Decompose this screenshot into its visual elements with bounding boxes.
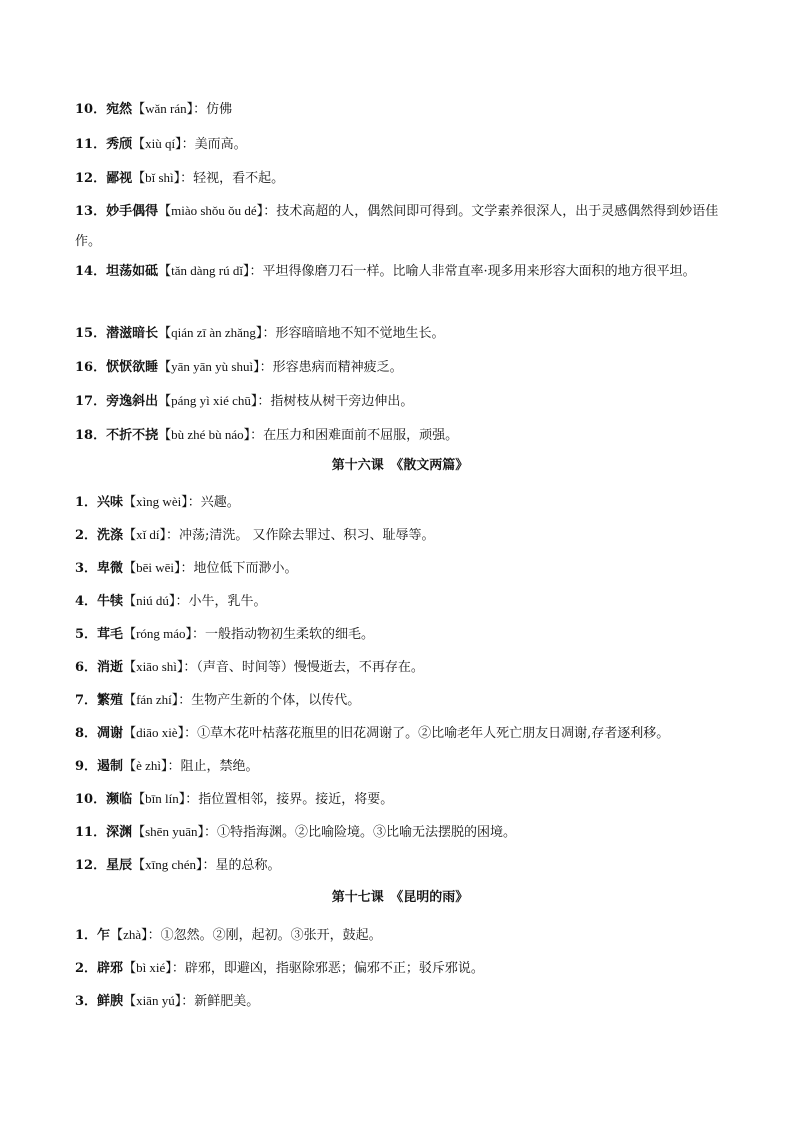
- entry-pinyin: 【bì xié】: [123, 960, 172, 975]
- entry-number: 16．: [75, 360, 107, 375]
- vocab-entry: [75, 585, 735, 618]
- entry-number: 9．: [75, 759, 98, 774]
- entry-definition: ：辟邪，即避凶，指驱除邪恶；偏邪不正；驳斥邪说。: [171, 961, 484, 976]
- entry-term: 星辰: [106, 858, 133, 873]
- vocab-entry: [75, 618, 735, 651]
- entry-number: 7．: [75, 693, 98, 708]
- vocab-entry: [75, 317, 735, 350]
- vocab-entry: [75, 93, 735, 126]
- entry-number: 1．: [75, 495, 98, 510]
- entry-definition: ：形容患病而精神疲乏。: [259, 360, 403, 375]
- entry-definition: ：①特指海渊。②比喻险境。③比喻无法摆脱的困境。: [203, 825, 516, 840]
- entry-pinyin: 【qián zī àn zhǎng】: [158, 325, 263, 340]
- vocab-entry: [75, 919, 735, 952]
- entry-number: 12．: [75, 171, 107, 186]
- entry-definition: ：形容暗暗地不知不觉地生长。: [262, 326, 445, 341]
- entry-pinyin: 【xiù qí】: [132, 136, 182, 151]
- entry-number: 1．: [75, 928, 98, 943]
- entry-pinyin: 【bēi wēi】: [123, 560, 181, 575]
- entry-term: 繁殖: [97, 693, 124, 708]
- vocab-entry: [75, 128, 735, 161]
- entry-number: 3．: [75, 561, 98, 576]
- entry-number: 15．: [75, 326, 107, 341]
- entry-definition: ：在压力和困难面前不屈服，顽强。: [250, 428, 459, 443]
- entry-number: 2．: [75, 961, 98, 976]
- entry-definition: ：轻视，看不起。: [180, 171, 285, 186]
- entry-pinyin: 【niú dú】: [123, 593, 176, 608]
- entry-term: 宛然: [106, 102, 133, 117]
- entry-number: 2．: [75, 528, 98, 543]
- entry-pinyin: 【è zhì】: [123, 758, 168, 773]
- vocab-entry: [75, 519, 735, 552]
- entry-definition: ：生物产生新的个体，以传代。: [178, 693, 361, 708]
- entry-number: 17．: [75, 394, 107, 409]
- entry-pinyin: 【fán zhí】: [123, 692, 179, 707]
- entry-number: 18．: [75, 428, 107, 443]
- lesson-heading: 第十六课 《散文两篇》: [331, 458, 469, 473]
- entry-pinyin: 【zhà】: [110, 927, 148, 942]
- entry-definition: ：阻止，禁绝。: [167, 759, 259, 774]
- entry-pinyin: 【xiān yú】: [123, 993, 182, 1008]
- entry-number: 4．: [75, 594, 98, 609]
- entry-definition: ：冲荡;清洗。 又作除去罪过、积习、耻辱等。: [166, 528, 435, 543]
- vocab-entry: [75, 256, 735, 287]
- entry-pinyin: 【yān yān yù shuì】: [158, 359, 260, 374]
- vocab-entry: [75, 385, 735, 418]
- entry-number: 10．: [75, 792, 107, 807]
- entry-term: 卑微: [97, 561, 124, 576]
- entry-pinyin: 【miào shǒu ǒu dé】: [158, 203, 264, 218]
- entry-number: 11．: [75, 825, 107, 840]
- entry-number: 6．: [75, 660, 98, 675]
- entry-number: 11．: [75, 137, 107, 152]
- entry-term: 辟邪: [97, 961, 124, 976]
- entry-definition: ：①草木花叶枯落花瓶里的旧花凋谢了。②比喻老年人死亡朋友日凋谢,存者逐利移。: [184, 726, 670, 741]
- vocab-entry: [75, 419, 735, 452]
- entry-pinyin: 【bǐ shì】: [132, 170, 181, 185]
- entry-term: 遏制: [97, 759, 124, 774]
- entry-definition: ：（声音、时间等）慢慢逝去，不再存在。: [183, 660, 424, 675]
- vocab-entry: [75, 985, 735, 1018]
- entry-definition: ：地位低下而渺小。: [180, 561, 298, 576]
- entry-number: 12．: [75, 858, 107, 873]
- entry-term: 秀颀: [106, 137, 133, 152]
- entry-pinyin: 【xiāo shì】: [123, 659, 184, 674]
- entry-number: 5．: [75, 627, 98, 642]
- vocab-entry: [75, 783, 735, 816]
- vocab-entry: [75, 717, 735, 750]
- vocab-entry: [75, 486, 735, 519]
- entry-definition: ：①忽然。②刚，起初。③张开，鼓起。: [147, 928, 382, 943]
- entry-number: 13．: [75, 204, 107, 219]
- entry-definition: ：星的总称。: [202, 858, 281, 873]
- entry-pinyin: 【xǐ dí】: [123, 527, 167, 542]
- vocab-entry: [75, 552, 735, 585]
- entry-term: 牛犊: [97, 594, 124, 609]
- entry-definition: ：一般指动物初生柔软的细毛。: [192, 627, 375, 642]
- lesson-heading: 第十七课 《昆明的雨》: [331, 890, 469, 905]
- vocab-entry: [75, 351, 735, 384]
- entry-definition: ：技术高超的人，偶然间即可得到。文学素养很深人，出于灵感偶然得到妙语佳作。: [75, 204, 719, 249]
- entry-term: 深渊: [106, 825, 133, 840]
- entry-definition: ：美而高。: [181, 137, 247, 152]
- entry-pinyin: 【bù zhé bù náo】: [158, 427, 251, 442]
- entry-pinyin: 【diāo xiè】: [123, 725, 185, 740]
- entry-term: 潜滋暗长: [106, 326, 159, 341]
- entry-term: 恹恹欲睡: [106, 360, 159, 375]
- vocab-entry: [75, 196, 735, 257]
- entry-term: 鲜腴: [97, 994, 124, 1009]
- entry-pinyin: 【shēn yuān】: [132, 824, 204, 839]
- entry-number: 14．: [75, 264, 107, 279]
- entry-pinyin: 【páng yì xié chū】: [158, 393, 258, 408]
- entry-pinyin: 【róng máo】: [123, 626, 193, 641]
- entry-number: 10．: [75, 102, 107, 117]
- entry-pinyin: 【wǎn rán】: [132, 101, 194, 116]
- entry-definition: ：指树枝从树干旁边伸出。: [257, 394, 414, 409]
- vocab-entry: [75, 684, 735, 717]
- entry-pinyin: 【xìng wèi】: [123, 494, 188, 509]
- vocab-entry: [75, 952, 735, 985]
- vocab-entry: [75, 651, 735, 684]
- entry-term: 旁逸斜出: [106, 394, 159, 409]
- entry-definition: ：新鲜肥美。: [181, 994, 260, 1009]
- entry-term: 濒临: [106, 792, 133, 807]
- entry-term: 乍: [97, 928, 111, 943]
- entry-number: 3．: [75, 994, 98, 1009]
- entry-definition: ：小牛，乳牛。: [175, 594, 267, 609]
- entry-pinyin: 【xīng chén】: [132, 857, 203, 872]
- entry-definition: ：兴趣。: [187, 495, 240, 510]
- entry-term: 茸毛: [97, 627, 124, 642]
- entry-definition: ：平坦得像磨刀石一样。比喻人非常直率·现多用来形容大面积的地方很平坦。: [249, 264, 696, 279]
- vocab-entry: [75, 849, 735, 882]
- entry-term: 坦荡如砥: [106, 264, 159, 279]
- entry-term: 鄙视: [106, 171, 133, 186]
- entry-term: 兴味: [97, 495, 124, 510]
- entry-term: 消逝: [97, 660, 124, 675]
- entry-term: 凋谢: [97, 726, 124, 741]
- vocab-entry: [75, 162, 735, 195]
- entry-pinyin: 【tǎn dàng rú dǐ】: [158, 263, 250, 278]
- entry-number: 8．: [75, 726, 98, 741]
- entry-term: 洗涤: [97, 528, 124, 543]
- entry-term: 妙手偶得: [106, 204, 159, 219]
- entry-term: 不折不挠: [106, 428, 159, 443]
- entry-definition: ：指位置相邻，接界。接近，将要。: [185, 792, 394, 807]
- vocab-entry: [75, 750, 735, 783]
- vocab-entry: [75, 816, 735, 849]
- entry-definition: ：仿佛: [193, 102, 233, 117]
- entry-pinyin: 【bīn lín】: [132, 791, 186, 806]
